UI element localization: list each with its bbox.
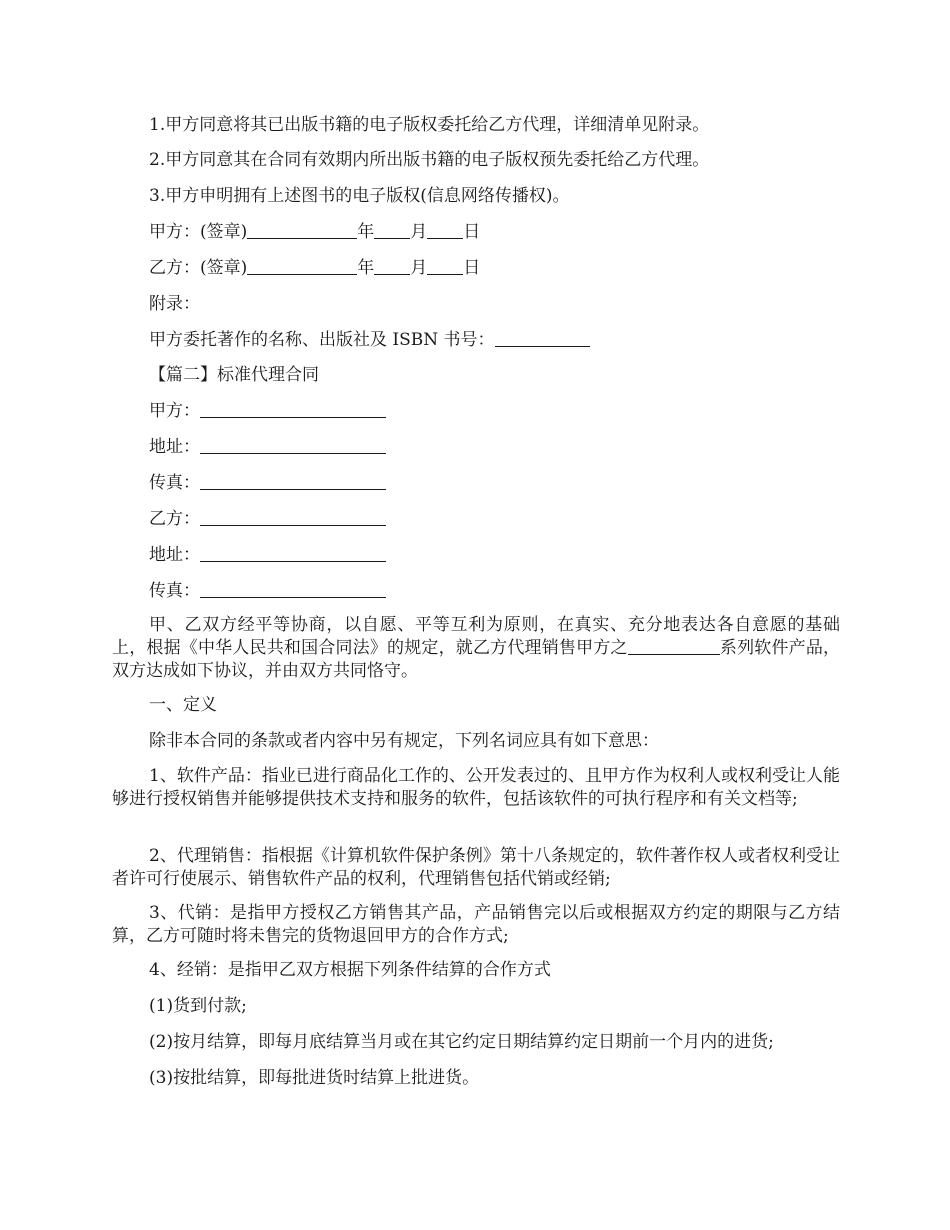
party-a-field: [149, 400, 386, 422]
field-label: 乙方：: [149, 509, 200, 529]
signature-blank: [247, 222, 357, 239]
party-b-fax-field: [149, 580, 386, 602]
field-blank: [200, 473, 386, 490]
party-b-address-field: [149, 544, 386, 566]
field-blank: [200, 545, 386, 562]
settlement-item: (2)按月结算，即每月底结算当月或在其它约定日期结算约定日期前一个月内的进货;: [149, 1032, 774, 1052]
month-label: 月: [410, 222, 428, 242]
appendix-heading: 附录：: [149, 294, 200, 314]
day-blank: [427, 222, 463, 239]
term-1: 1.甲方同意将其已出版书籍的电子版权委托给乙方代理，详细清单见附录。: [149, 115, 710, 135]
party-b-signature-line: [149, 257, 480, 279]
field-label: 地址：: [149, 437, 200, 457]
field-blank: [200, 401, 386, 418]
definition-item: 2、代理销售：指根据《计算机软件保护条例》第十八条规定的，软件著作权人或者权利受让者许可行使展示、销售软件产品的权利，代理销售包括代销或经销;: [112, 846, 840, 889]
month-label: 月: [410, 258, 428, 278]
term-2: 2.甲方同意其在合同有效期内所出版书籍的电子版权预先委托给乙方代理。: [149, 150, 710, 170]
isbn-line: [149, 329, 590, 351]
isbn-label: 甲方委托著作的名称、出版社及 ISBN 书号：: [149, 330, 495, 350]
field-blank: [200, 509, 386, 526]
field-label: 地址：: [149, 545, 200, 565]
definition-item: 1、软件产品：指业已进行商品化工作的、公开发表过的、且甲方作为权利人或权利受让人能够进行授权销售并能够提供技术支持和服务的软件，包括该软件的可执行程序和有关文档等;: [112, 766, 840, 809]
term-3: 3.甲方申明拥有上述图书的电子版权(信息网络传播权)。: [149, 186, 570, 206]
year-label: 年: [357, 222, 375, 242]
month-blank: [374, 258, 410, 275]
field-label: 传真：: [149, 473, 200, 493]
definition-item: 3、代销：是指甲方授权乙方销售其产品，产品销售完以后或根据双方约定的期限与乙方结算，乙方可随时将未售完的货物退回甲方的合作方式;: [112, 903, 840, 946]
intro-paragraph: [112, 614, 840, 683]
intro-text-after: 系列软件产品，双方达成如下协议，并由双方共同恪守。: [112, 638, 841, 681]
definitions-intro: 除非本合同的条款或者内容中另有规定，下列名词应具有如下意思：: [149, 731, 659, 751]
definitions-heading: 一、定义: [149, 695, 217, 715]
party-a-signature-label: 甲方：(签章): [149, 222, 248, 242]
isbn-blank: [495, 330, 590, 347]
party-b-field: [149, 508, 386, 530]
field-label: 甲方：: [149, 401, 200, 421]
party-a-signature-line: [149, 221, 480, 243]
day-blank: [427, 258, 463, 275]
series-blank: [628, 638, 720, 655]
definition-item: 4、经销：是指甲乙双方根据下列条件结算的合作方式: [149, 960, 551, 980]
settlement-item: (3)按批结算，即每批进货时结算上批进货。: [149, 1068, 480, 1088]
field-label: 传真：: [149, 581, 200, 601]
signature-blank: [247, 258, 357, 275]
party-b-signature-label: 乙方：(签章): [149, 258, 248, 278]
day-label: 日: [463, 258, 481, 278]
party-a-fax-field: [149, 472, 386, 494]
party-a-address-field: [149, 436, 386, 458]
field-blank: [200, 437, 386, 454]
day-label: 日: [463, 222, 481, 242]
settlement-item: (1)货到付款;: [149, 996, 247, 1016]
month-blank: [374, 222, 410, 239]
field-blank: [200, 581, 386, 598]
year-label: 年: [357, 258, 375, 278]
section-title: 【篇二】标准代理合同: [149, 365, 319, 385]
intro-text-before: 甲、乙双方经平等协商，以自愿、平等互利为原则，在真实、充分地表达各自意愿的基础上，根据《中华人民共和国合同法》的规定，就乙方代理销售甲方之: [112, 615, 840, 658]
